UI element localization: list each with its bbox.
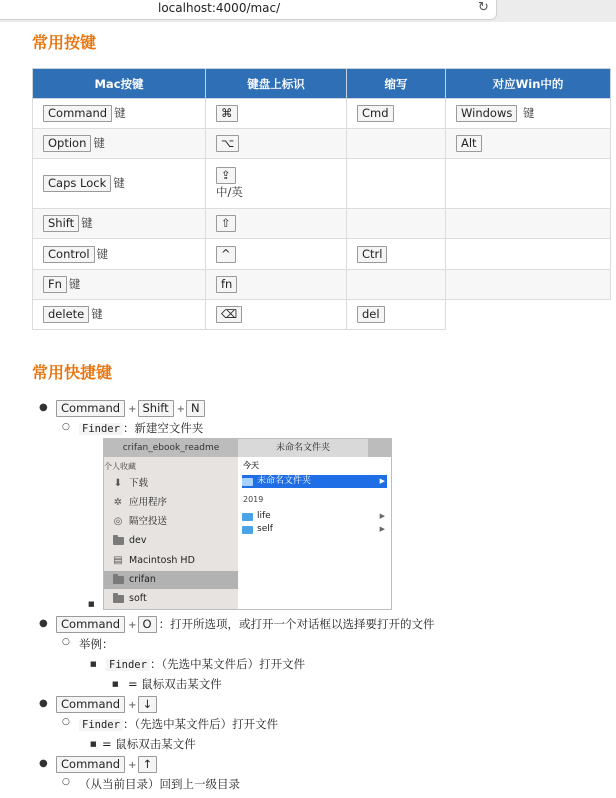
table-row — [33, 209, 611, 239]
key-label: Control — [43, 246, 95, 263]
chevron-right-icon: ▶ — [379, 512, 385, 520]
table-row — [33, 239, 611, 270]
win-suffix: 键 — [523, 106, 535, 120]
key-label: N — [186, 400, 205, 417]
mac-keys-table — [32, 68, 611, 330]
shortcut-item — [56, 400, 207, 417]
detail-text: （从当前目录）回到上一级目录 — [79, 777, 240, 791]
plus-sign: + — [128, 404, 137, 415]
folder-item[interactable] — [242, 510, 387, 523]
folder-label: self — [257, 524, 273, 534]
key-label: Command — [56, 616, 125, 633]
shortcut-item — [56, 696, 159, 713]
code-text: Finder — [106, 659, 150, 671]
shortcut-desc: ：打开所选项，或打开一个对话框以选择要打开的文件 — [158, 617, 435, 631]
win-key: Windows — [456, 105, 517, 122]
sidebar-item-soft[interactable] — [112, 590, 147, 608]
key-label: ↓ — [138, 696, 158, 713]
key-label: O — [138, 616, 157, 633]
bullet-circle-icon: ○ — [62, 637, 70, 647]
key-label: Shift — [43, 215, 79, 232]
url-text[interactable]: localhost:4000/mac/ — [158, 1, 281, 15]
key-label: ↑ — [138, 756, 158, 773]
bullet-square-icon: ■ — [90, 740, 97, 748]
key-symbol: ^ — [216, 246, 236, 263]
plus-sign: + — [128, 760, 137, 771]
key-suffix: 键 — [91, 307, 103, 321]
sidebar-item-dev[interactable] — [112, 532, 147, 550]
applications-icon: ✲ — [113, 497, 123, 508]
sidebar-item-label: 应用程序 — [129, 497, 168, 508]
sidebar-item-label: dev — [129, 535, 147, 546]
bullet-disc-icon: ● — [39, 758, 48, 769]
group-header-2019: 2019 — [243, 495, 264, 504]
win-key: Alt — [456, 135, 482, 152]
key-label: Caps Lock — [43, 175, 111, 192]
bullet-circle-icon: ○ — [62, 777, 70, 787]
sidebar-item-downloads[interactable] — [112, 475, 148, 493]
browser-toolbar — [0, 0, 616, 22]
key-label: delete — [43, 306, 89, 323]
bullet-square-icon: ■ — [88, 600, 95, 608]
sidebar-item-label: crifan — [129, 574, 156, 585]
sidebar-item-label: 隔空投送 — [129, 516, 168, 527]
key-label: Shift — [138, 400, 174, 417]
section-title-shortcuts: 常用快捷键 — [32, 363, 113, 382]
folder-item[interactable] — [242, 523, 387, 536]
finder-main — [238, 457, 391, 609]
key-suffix: 键 — [113, 176, 125, 190]
folder-icon — [112, 594, 124, 605]
sidebar-item-label: soft — [129, 593, 147, 604]
key-suffix: 键 — [81, 216, 93, 230]
key-abbr: del — [357, 306, 385, 323]
disk-icon: ▤ — [113, 555, 123, 566]
finder-tab[interactable]: crifan_ebook_readme — [104, 439, 238, 457]
shortcut-item — [56, 616, 435, 633]
table-header: 对应Win中的 — [446, 69, 611, 99]
folder-icon — [242, 513, 253, 521]
bullet-square-icon: ■ — [112, 680, 119, 688]
table-row — [33, 159, 611, 209]
key-symbol: ⌘ — [216, 105, 238, 122]
sidebar-item-crifan[interactable] — [104, 571, 238, 589]
folder-label: life — [257, 511, 271, 521]
key-abbr: Cmd — [357, 105, 394, 122]
key-suffix: 键 — [114, 106, 126, 120]
key-symbol: fn — [216, 276, 237, 293]
download-icon: ⬇ — [113, 478, 123, 489]
sidebar-item-macintosh-hd[interactable] — [112, 552, 195, 570]
table-header: 缩写 — [347, 69, 446, 99]
folder-icon — [112, 536, 124, 547]
finder-tab-active[interactable]: 未命名文件夹 — [238, 439, 368, 457]
shortcut-detail — [106, 656, 305, 672]
key-suffix: 键 — [93, 136, 105, 150]
bullet-circle-icon: ○ — [62, 422, 70, 432]
key-symbol: ⌥ — [216, 135, 239, 152]
folder-item-selected[interactable] — [242, 475, 387, 488]
table-row — [33, 129, 611, 159]
finder-tab-spacer — [368, 439, 391, 457]
sidebar-item-airdrop[interactable] — [112, 513, 167, 531]
plus-sign: + — [176, 404, 186, 415]
airdrop-icon: ◎ — [113, 516, 123, 527]
shortcut-detail — [79, 716, 278, 732]
bullet-square-icon: ■ — [90, 660, 97, 668]
folder-label: 未命名文件夹 — [257, 476, 312, 486]
detail-text: = 鼠标双击某文件 — [128, 677, 222, 691]
key-label: Command — [43, 105, 112, 122]
key-label: Command — [56, 756, 125, 773]
key-label: Option — [43, 135, 91, 152]
detail-text: = 鼠标双击某文件 — [102, 737, 196, 751]
group-header-today: 今天 — [243, 461, 259, 470]
table-row — [33, 300, 611, 330]
key-symbol: ⇧ — [216, 215, 236, 232]
shortcut-item — [56, 756, 159, 773]
key-label: Command — [56, 696, 125, 713]
reload-icon[interactable]: ↻ — [478, 0, 489, 15]
bullet-circle-icon: ○ — [62, 717, 70, 727]
table-row — [33, 99, 611, 129]
sidebar-header: 个人收藏 — [104, 462, 136, 471]
plus-sign: + — [128, 700, 137, 711]
sidebar-item-applications[interactable] — [112, 494, 167, 512]
table-header: 键盘上标识 — [206, 69, 347, 99]
key-symbol-extra: 中/英 — [216, 185, 243, 199]
key-symbol: ⇪ — [216, 167, 236, 184]
detail-text: ：（先选中某文件后）打开文件 — [149, 657, 306, 671]
code-text: Finder — [79, 719, 123, 731]
key-symbol: ⌫ — [216, 306, 242, 323]
table-row — [33, 270, 611, 300]
key-suffix: 键 — [68, 277, 81, 291]
sidebar-item-label: 下载 — [129, 478, 149, 489]
key-suffix: 键 — [96, 246, 109, 261]
bullet-disc-icon: ● — [39, 402, 48, 413]
sidebar-item-label: Macintosh HD — [129, 555, 195, 566]
example-label: 举例： — [79, 637, 114, 651]
key-abbr: Ctrl — [357, 246, 387, 263]
chevron-right-icon: ▶ — [379, 477, 385, 485]
bullet-disc-icon: ● — [39, 698, 48, 709]
detail-text: ：（先选中某文件后）打开文件 — [122, 717, 279, 731]
plus-sign: + — [128, 620, 137, 631]
folder-icon — [242, 526, 253, 534]
finder-sidebar — [104, 457, 238, 609]
table-header: Mac按键 — [33, 69, 206, 99]
chevron-right-icon: ▶ — [379, 525, 385, 533]
section-title-common-keys: 常用按键 — [32, 33, 97, 52]
detail-text: ：新建空文件夹 — [122, 421, 204, 435]
code-text: Finder — [79, 423, 123, 435]
address-bar[interactable] — [0, 0, 497, 20]
finder-screenshot — [103, 438, 392, 610]
key-label: Fn — [43, 276, 67, 293]
shortcut-detail — [79, 420, 203, 436]
folder-icon — [242, 478, 253, 486]
bullet-disc-icon: ● — [39, 618, 48, 629]
folder-icon — [112, 575, 124, 586]
key-label: Command — [56, 400, 125, 417]
